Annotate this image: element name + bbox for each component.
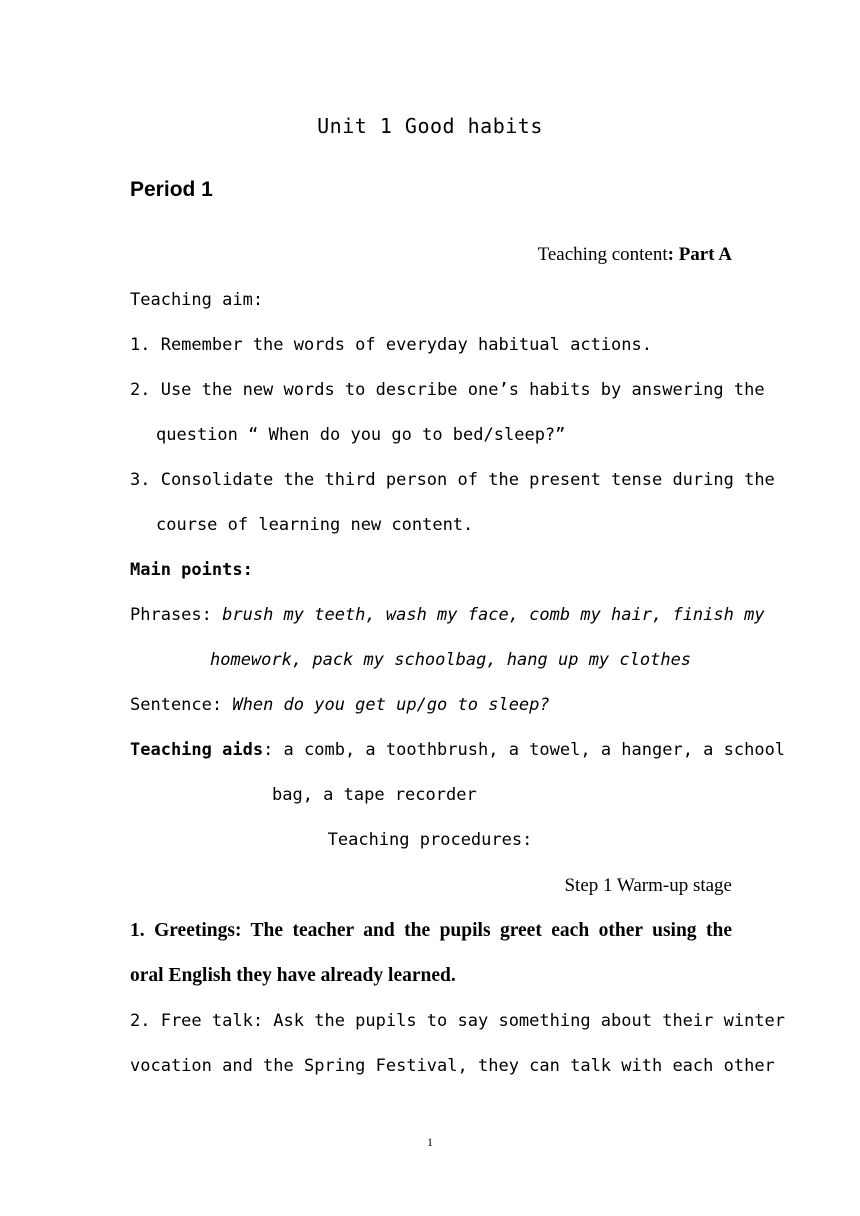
- greetings-paragraph-continued: oral English they have already learned.: [130, 965, 456, 986]
- page-number: 1: [427, 1135, 433, 1149]
- teaching-aids-label: Teaching aids: [130, 740, 264, 760]
- teaching-content-line: [538, 243, 732, 267]
- free-talk-paragraph-continued: vocation and the Spring Festival, they can talk with each other: [130, 1056, 775, 1076]
- step-heading: Step 1 Warm-up stage: [564, 875, 732, 896]
- main-points-heading: Main points:: [130, 560, 253, 580]
- phrases-value-continued: homework, pack my schoolbag, hang up my clothes: [210, 650, 692, 670]
- teaching-aim-heading: Teaching aim:: [130, 290, 264, 310]
- procedures-heading: Teaching procedures:: [327, 830, 533, 850]
- document-title: Unit 1 Good habits: [317, 114, 543, 138]
- aim-item: 2. Use the new words to describe one’s habits by answering the: [130, 380, 765, 400]
- aim-item: 3. Consolidate the third person of the present tense during the: [130, 470, 775, 490]
- sentence-value: When do you get up/go to sleep?: [232, 695, 550, 715]
- teaching-aids-value-continued: bag, a tape recorder: [272, 785, 477, 805]
- sentence-label: Sentence:: [130, 695, 233, 715]
- aim-item-continued: course of learning new content.: [156, 515, 474, 535]
- period-heading: Period 1: [130, 178, 213, 201]
- aim-item-continued: question “ When do you go to bed/sleep?”: [156, 425, 566, 445]
- teaching-content-label: Teaching content: [537, 244, 668, 265]
- phrases-label: Phrases:: [130, 605, 223, 625]
- teaching-aids-value: : a comb, a toothbrush, a towel, a hanger, a school: [263, 740, 786, 760]
- teaching-content-value: Part A: [678, 244, 732, 265]
- teaching-content-colon: :: [667, 244, 679, 265]
- phrases-value: brush my teeth, wash my face, comb my hair, finish my: [222, 605, 765, 625]
- sentence-line: [130, 693, 550, 717]
- phrases-line: [130, 603, 765, 627]
- aim-item: 1. Remember the words of everyday habitual actions.: [130, 335, 652, 355]
- teaching-aids-line: [130, 738, 785, 762]
- free-talk-paragraph: 2. Free talk: Ask the pupils to say something about their winter: [130, 1011, 786, 1031]
- greetings-paragraph: 1. Greetings: The teacher and the pupils greet each other using the: [130, 920, 732, 941]
